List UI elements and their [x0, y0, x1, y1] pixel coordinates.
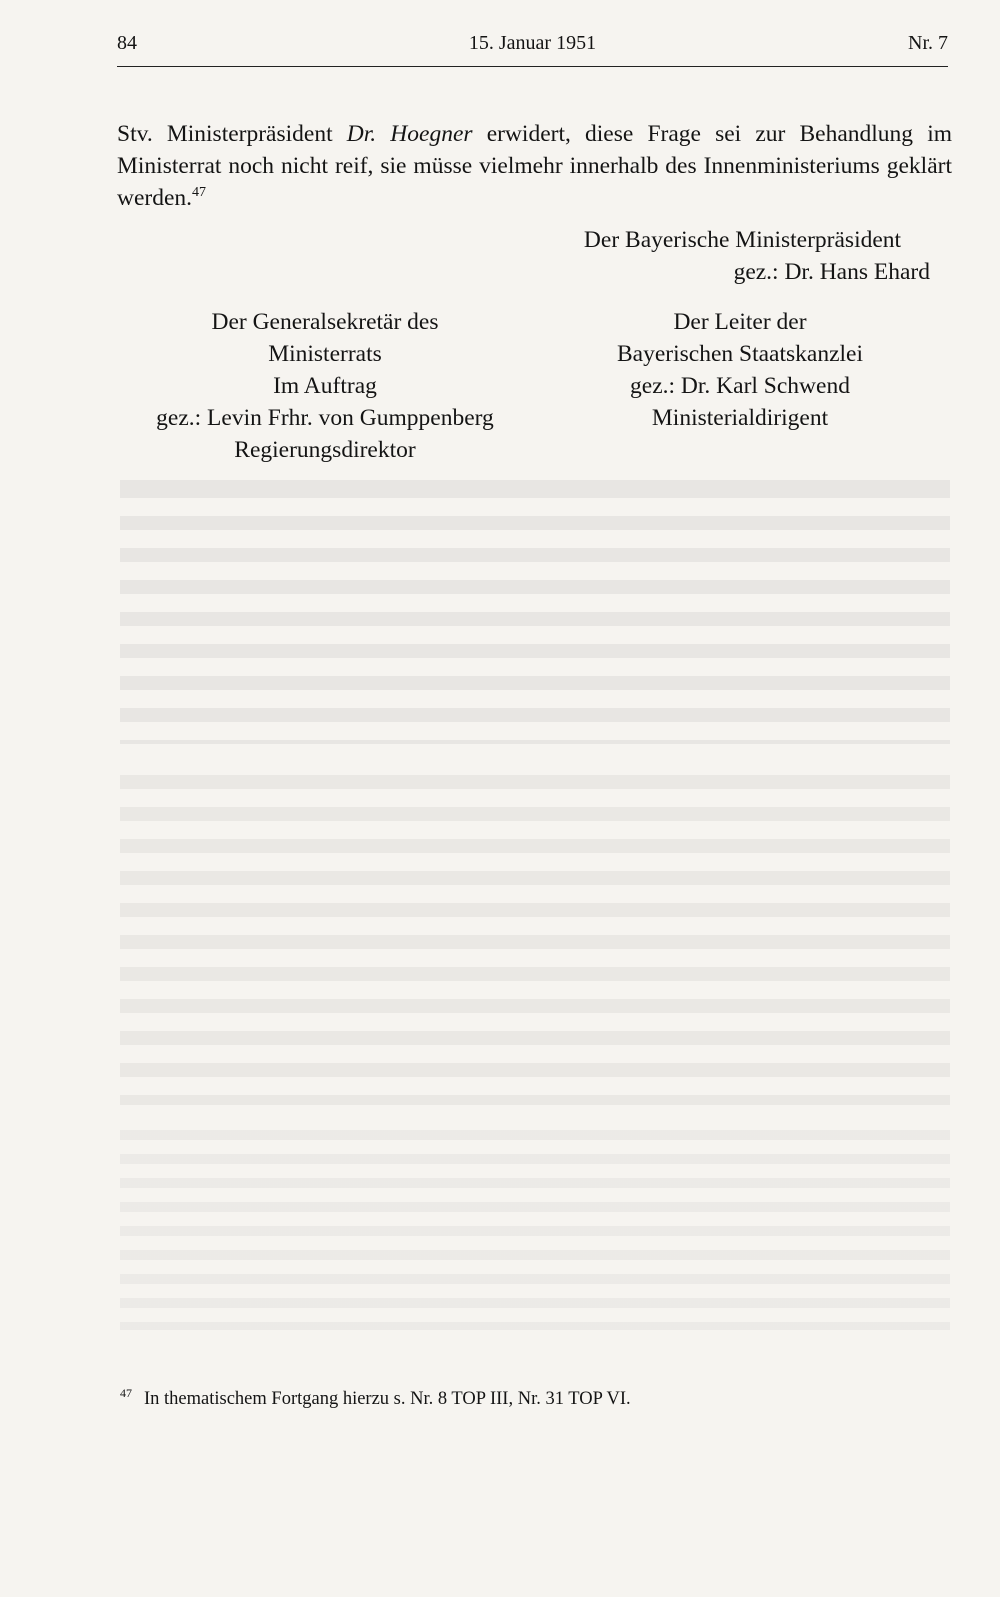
page-number: 84	[117, 32, 137, 54]
issue-number: Nr. 7	[908, 32, 948, 54]
signature-title: Der Generalsekretär des	[211, 309, 439, 335]
speaker-name: Dr. Hoegner	[346, 120, 473, 147]
body-text: erwidert, diese Frage sei zur Behandlung im Ministerrat noch nicht reif, sie müsse vielmehr innerhalb des Innenministeriums geklärt werden.	[117, 120, 953, 211]
show-through-shadow	[120, 470, 950, 744]
header-date: 15. Januar 1951	[468, 32, 597, 54]
signature-title: Ministerrats	[268, 341, 382, 367]
show-through-shadow	[120, 775, 950, 1105]
footnote-text: In thematischem Fortgang hierzu s. Nr. 8 TOP III, Nr. 31 TOP VI.	[144, 1389, 631, 1409]
header-rule	[117, 66, 948, 67]
signature-signed: gez.: Levin Frhr. von Gumppenberg	[156, 405, 494, 431]
footnote-number: 47	[120, 1386, 132, 1400]
signature-chancellery-head	[590, 306, 890, 434]
show-through-shadow	[120, 1130, 950, 1330]
body-paragraph	[117, 118, 952, 214]
signature-general-secretary	[110, 306, 540, 466]
signature-title: Der Leiter der	[673, 309, 807, 335]
signature-rank: Ministerialdirigent	[651, 405, 829, 431]
signature-prime-minister	[555, 224, 930, 288]
signature-note: Im Auftrag	[273, 373, 377, 399]
running-header	[117, 32, 948, 66]
signature-title: Der Bayerische Ministerpräsident	[583, 227, 902, 253]
signature-title: Bayerischen Staatskanzlei	[616, 341, 863, 367]
signature-rank: Regierungsdirektor	[234, 437, 416, 463]
signature-signed: gez.: Dr. Karl Schwend	[630, 373, 850, 399]
speaker-role: Stv. Ministerpräsident	[117, 120, 333, 147]
signature-signed: gez.: Dr. Hans Ehard	[733, 259, 930, 285]
footnote	[120, 1387, 950, 1411]
footnote-reference[interactable]: 47	[192, 184, 207, 200]
